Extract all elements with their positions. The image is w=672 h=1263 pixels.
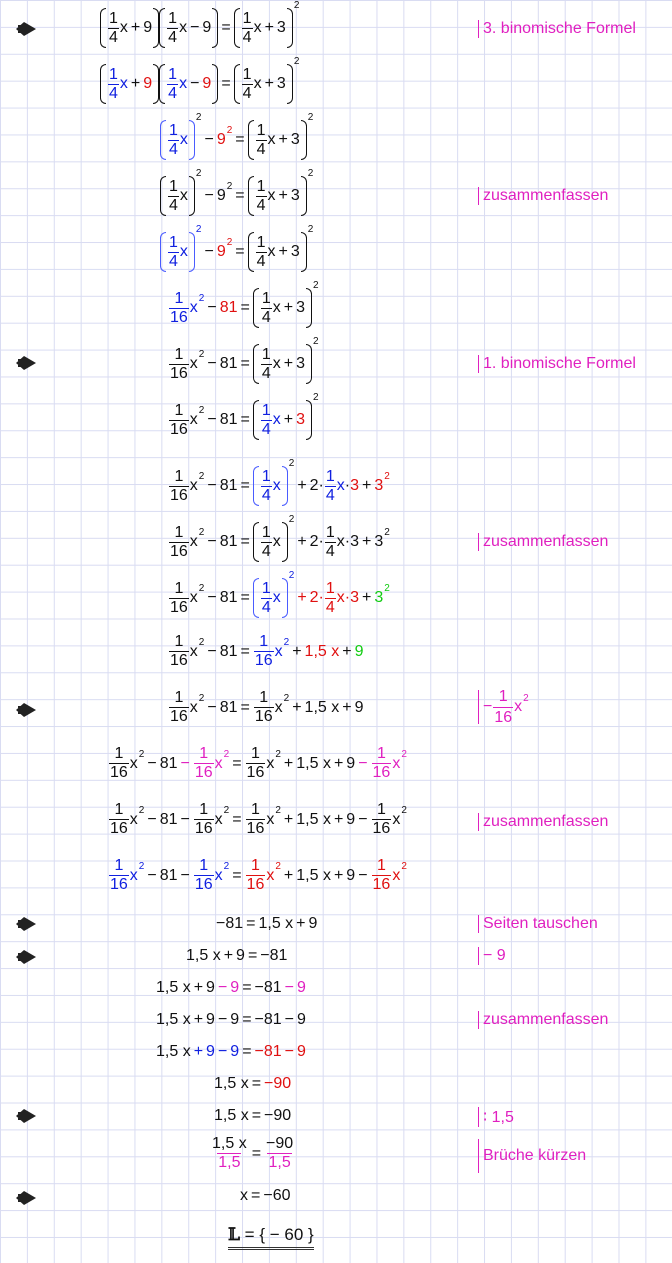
equation-row: −81 = 1,5 x + 9 (216, 915, 318, 932)
note-third-binomial: 3. binomische Formel (478, 20, 636, 38)
note-exp: 2 (523, 692, 529, 704)
eval-arrow-icon[interactable] (14, 1105, 38, 1127)
solution-set (228, 1225, 314, 1250)
equation-row: $\frac{1}{16}$ x 2 − 81 = $\frac{1}{16}$ x 2 + 1,5 x + 9 (170, 689, 364, 725)
equation-row: $\frac{1}{16}$ x 2 − 81 − $\frac{1}{16}$ x 2 = $\frac{1}{16}$ x 2 + 1,5 x + 9 − $\frac{1}{16}$ x 2 (110, 801, 407, 837)
note-reduce-fractions: Brüche kürzen (478, 1139, 586, 1173)
equation-row: $\frac{1}{4}$ x 2 − 9 2 = $\frac{1}{4}$ x + 3 2 (160, 120, 313, 160)
note-swap-sides: Seiten tauschen (478, 915, 598, 933)
equation-row: 1,5 x + 9 = −81 (186, 947, 288, 964)
eval-arrow-icon[interactable] (14, 913, 38, 935)
equation-row: $\frac{1}{4}$ x + 9 $\frac{1}{4}$ x − 9 = $\frac{1}{4}$ x + 3 2 (100, 64, 299, 104)
equation-row: $\frac{1}{4}$ x 2 − 9 2 = $\frac{1}{4}$ x + 3 2 (160, 232, 313, 272)
note-combine: zusammenfassen (478, 813, 608, 831)
note-var: x (514, 698, 523, 715)
equation-row: $\frac{1}{16}$ x 2 − 81 = $\frac{1}{4}$ x + 3 2 (168, 288, 319, 328)
note-combine: zusammenfassen (478, 533, 608, 551)
note-num: 1 (498, 687, 508, 705)
note-divide: ∶ 1,5 (478, 1107, 514, 1127)
equation-row: $\frac{1}{4}$ x + 9 $\frac{1}{4}$ x − 9 = $\frac{1}{4}$ x + 3 2 (100, 8, 299, 48)
equation-row: 1,5 x + 9 − 9 = −81 − 9 (156, 1043, 306, 1060)
note-minus: − (483, 698, 493, 715)
equation-row: 1,5 x = −90 (214, 1075, 292, 1092)
solution-set-symbol: 𝕃 (228, 1225, 240, 1245)
note-minus-nine: − 9 (478, 947, 506, 965)
equation-row: $\frac{1}{16}$ x 2 − 81 − $\frac{1}{16}$ x 2 = $\frac{1}{16}$ x 2 + 1,5 x + 9 − $\frac{1}{16}$ x 2 (110, 857, 407, 893)
equation-row: $\frac{1}{16}$ x 2 − 81 = $\frac{1}{4}$ x 2 + 2· $\frac{1}{4}$ x·3 + 3 2 (168, 522, 390, 562)
eval-arrow-icon[interactable] (14, 699, 38, 721)
note-combine: zusammenfassen (478, 187, 608, 205)
eval-arrow-icon[interactable] (14, 1187, 38, 1209)
eval-arrow-icon[interactable] (14, 946, 38, 968)
eval-arrow-icon[interactable] (14, 18, 38, 40)
solution-set-value: = { − 60 } (239, 1225, 314, 1244)
equation-row: $\frac{1}{16}$ x 2 − 81 − $\frac{1}{16}$ x 2 = $\frac{1}{16}$ x 2 + 1,5 x + 9 − $\frac{1}{16}$ x 2 (110, 745, 407, 781)
equation-row: $\frac{1,5 x}{1,5}$ = $\frac{-90}{1,5}$ (212, 1135, 294, 1171)
equation-row: $\frac{1}{16}$ x 2 − 81 = $\frac{1}{16}$ x 2 + 1,5 x + 9 (170, 633, 364, 669)
equation-row: 1,5 x = −90 (214, 1107, 292, 1124)
equation-row: $\frac{1}{16}$ x 2 − 81 = $\frac{1}{4}$ x + 3 2 (168, 400, 319, 440)
note-den: 16 (494, 708, 513, 726)
note-subtract-term (478, 687, 529, 726)
note-combine: zusammenfassen (478, 1011, 608, 1029)
equation-row: 1,5 x + 9 − 9 = −81 − 9 (156, 1011, 306, 1028)
equation-row: $\frac{1}{16}$ x 2 − 81 = $\frac{1}{4}$ x + 3 2 (168, 344, 319, 384)
eval-arrow-icon[interactable] (14, 352, 38, 374)
equation-row: $\frac{1}{16}$ x 2 − 81 = $\frac{1}{4}$ x 2 + 2· $\frac{1}{4}$ x·3 + 3 2 (168, 578, 390, 618)
equation-row: x = −60 (240, 1187, 291, 1204)
equation-row: $\frac{1}{16}$ x 2 − 81 = $\frac{1}{4}$ x 2 + 2· $\frac{1}{4}$ x · 3 + 3 2 (168, 466, 390, 506)
equation-row: $\frac{1}{4}$ x 2 − 9 2 = $\frac{1}{4}$ x + 3 2 (160, 176, 313, 216)
note-first-binomial: 1. binomische Formel (478, 355, 636, 373)
equation-row: 1,5 x + 9 − 9 = −81 − 9 (156, 979, 306, 996)
